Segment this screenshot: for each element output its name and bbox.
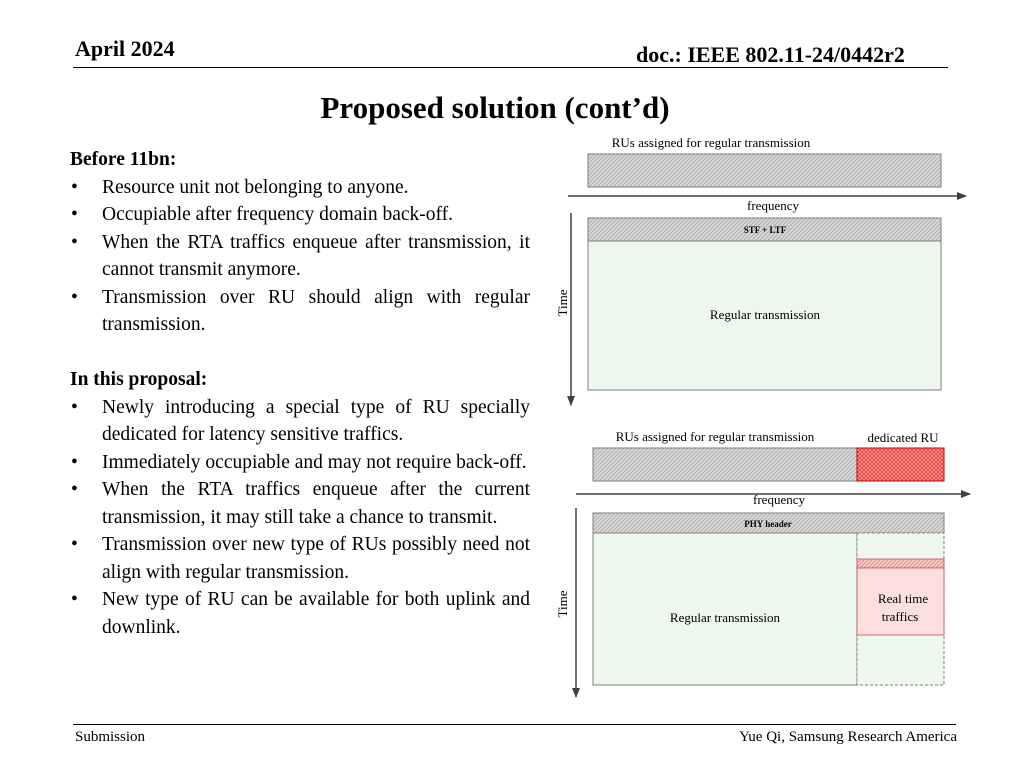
top-stf-ltf-label: STF + LTF	[743, 225, 787, 235]
footer-divider	[73, 724, 956, 725]
top-rus-label: RUs assigned for regular transmission	[611, 135, 811, 150]
dedicated-ru-bar	[857, 448, 944, 481]
footer-author: Yue Qi, Samsung Research America	[739, 729, 957, 745]
slide-title: Proposed solution (cont’d)	[320, 90, 670, 125]
real-time-header-block	[857, 559, 944, 568]
top-ru-bar	[588, 154, 941, 187]
bullet-item: • Transmission over new type of RUs possibly need not align with regular transmission.	[70, 531, 530, 586]
bottom-regular-transmission-block	[593, 533, 857, 685]
bullet-item: • When the RTA traffics enqueue after the current transmission, it may still take a chance to transmit.	[70, 476, 530, 531]
bullet-item: • Resource unit not belonging to anyone.	[70, 174, 530, 202]
bullet-item: • New type of RU can be available for both uplink and downlink.	[70, 586, 530, 641]
before-section-title: Before 11bn:	[70, 149, 177, 170]
bottom-diagram	[555, 429, 970, 697]
bottom-time-label: Time	[555, 590, 570, 618]
proposal-section-title: In this proposal:	[70, 369, 208, 390]
header-date: April 2024	[75, 36, 175, 61]
real-time-label-line1: Real time	[877, 591, 929, 606]
real-time-label-line2: traffics	[881, 609, 919, 624]
top-time-label: Time	[555, 289, 570, 317]
bottom-regular-transmission-label: Regular transmission	[669, 610, 781, 625]
dedicated-ru-label: dedicated RU	[867, 430, 939, 445]
bullet-item: • Occupiable after frequency domain back-off.	[70, 201, 530, 229]
footer-submission: Submission	[75, 729, 146, 745]
top-diagram	[555, 135, 966, 405]
bottom-ru-bar	[593, 448, 857, 481]
top-regular-transmission-label: Regular transmission	[709, 307, 821, 322]
phy-header-label: PHY header	[744, 519, 792, 529]
bottom-frequency-label: frequency	[753, 492, 805, 507]
bottom-rus-label: RUs assigned for regular transmission	[615, 429, 815, 444]
top-frequency-label: frequency	[747, 198, 799, 213]
bullet-item: • Transmission over RU should align with regular transmission.	[70, 284, 530, 339]
bullet-item: • Newly introducing a special type of RU specially dedicated for latency sensitive traffics.	[70, 394, 530, 449]
bullet-item: • Immediately occupiable and may not require back-off.	[70, 449, 530, 477]
header-doc-id: doc.: IEEE 802.11-24/0442r2	[636, 42, 905, 67]
bullet-item: • When the RTA traffics enqueue after transmission, it cannot transmit anymore.	[70, 229, 530, 284]
